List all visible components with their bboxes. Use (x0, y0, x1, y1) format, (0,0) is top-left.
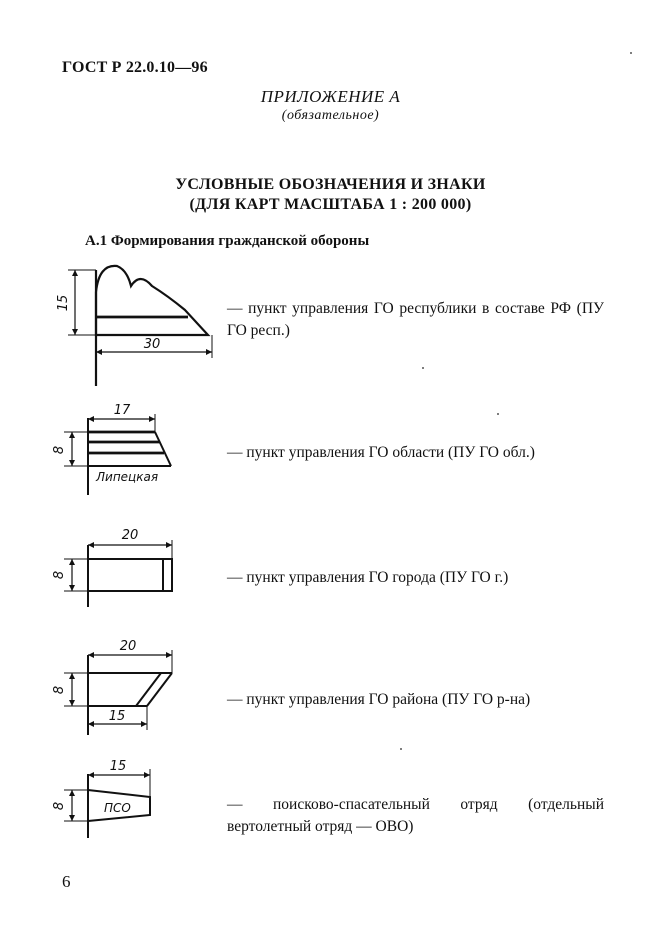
symbol-label-pso: ПСО (104, 801, 131, 815)
scan-speck (400, 748, 402, 750)
scan-speck (497, 413, 499, 415)
dim-height-5: 8 (52, 801, 67, 811)
dim-width-1: 30 (143, 337, 161, 352)
symbol-city-cp (64, 540, 172, 607)
scan-speck (422, 367, 424, 369)
dim-height-3: 8 (52, 570, 67, 580)
description-district-cp: — пункт управления ГО района (ПУ ГО р-на) (227, 691, 531, 708)
appendix-note: (обязательное) (281, 108, 380, 123)
scan-speck (630, 52, 632, 54)
main-title-line-2: (ДЛЯ КАРТ МАСШТАБА 1 : 200 000) (189, 196, 472, 213)
description-republic-cp: — пункт управления ГО республики в составе РФ (ПУ ГО респ.) (227, 300, 604, 339)
symbol-label-lipetskaya: Липецкая (96, 470, 159, 484)
symbol-republic-cp (68, 266, 212, 386)
dim-height-4: 8 (52, 685, 67, 695)
appendix-title: ПРИЛОЖЕНИЕ А (260, 87, 401, 106)
dim-width-2: 17 (113, 403, 131, 418)
description-oblast-cp: — пункт управления ГО области (ПУ ГО обл.) (227, 444, 535, 461)
dim-width-4: 20 (119, 639, 137, 654)
document-code: ГОСТ Р 22.0.10—96 (62, 59, 208, 76)
dim-height-2: 8 (52, 445, 67, 455)
section-heading: А.1 Формирования гражданской обороны (85, 233, 370, 249)
description-city-cp: — пункт управления ГО города (ПУ ГО г.) (227, 569, 509, 586)
dim-width-3: 20 (121, 528, 139, 543)
dim-height-1: 15 (56, 294, 71, 312)
page-number: 6 (62, 872, 71, 891)
dim-inner-4: 15 (108, 709, 126, 724)
description-search-rescue: — поисково-спасательный отряд (отдельный вертолетный отряд — ОВО) (227, 796, 604, 835)
dim-width-5: 15 (109, 759, 127, 774)
main-title-line-1: УСЛОВНЫЕ ОБОЗНАЧЕНИЯ И ЗНАКИ (175, 176, 486, 193)
